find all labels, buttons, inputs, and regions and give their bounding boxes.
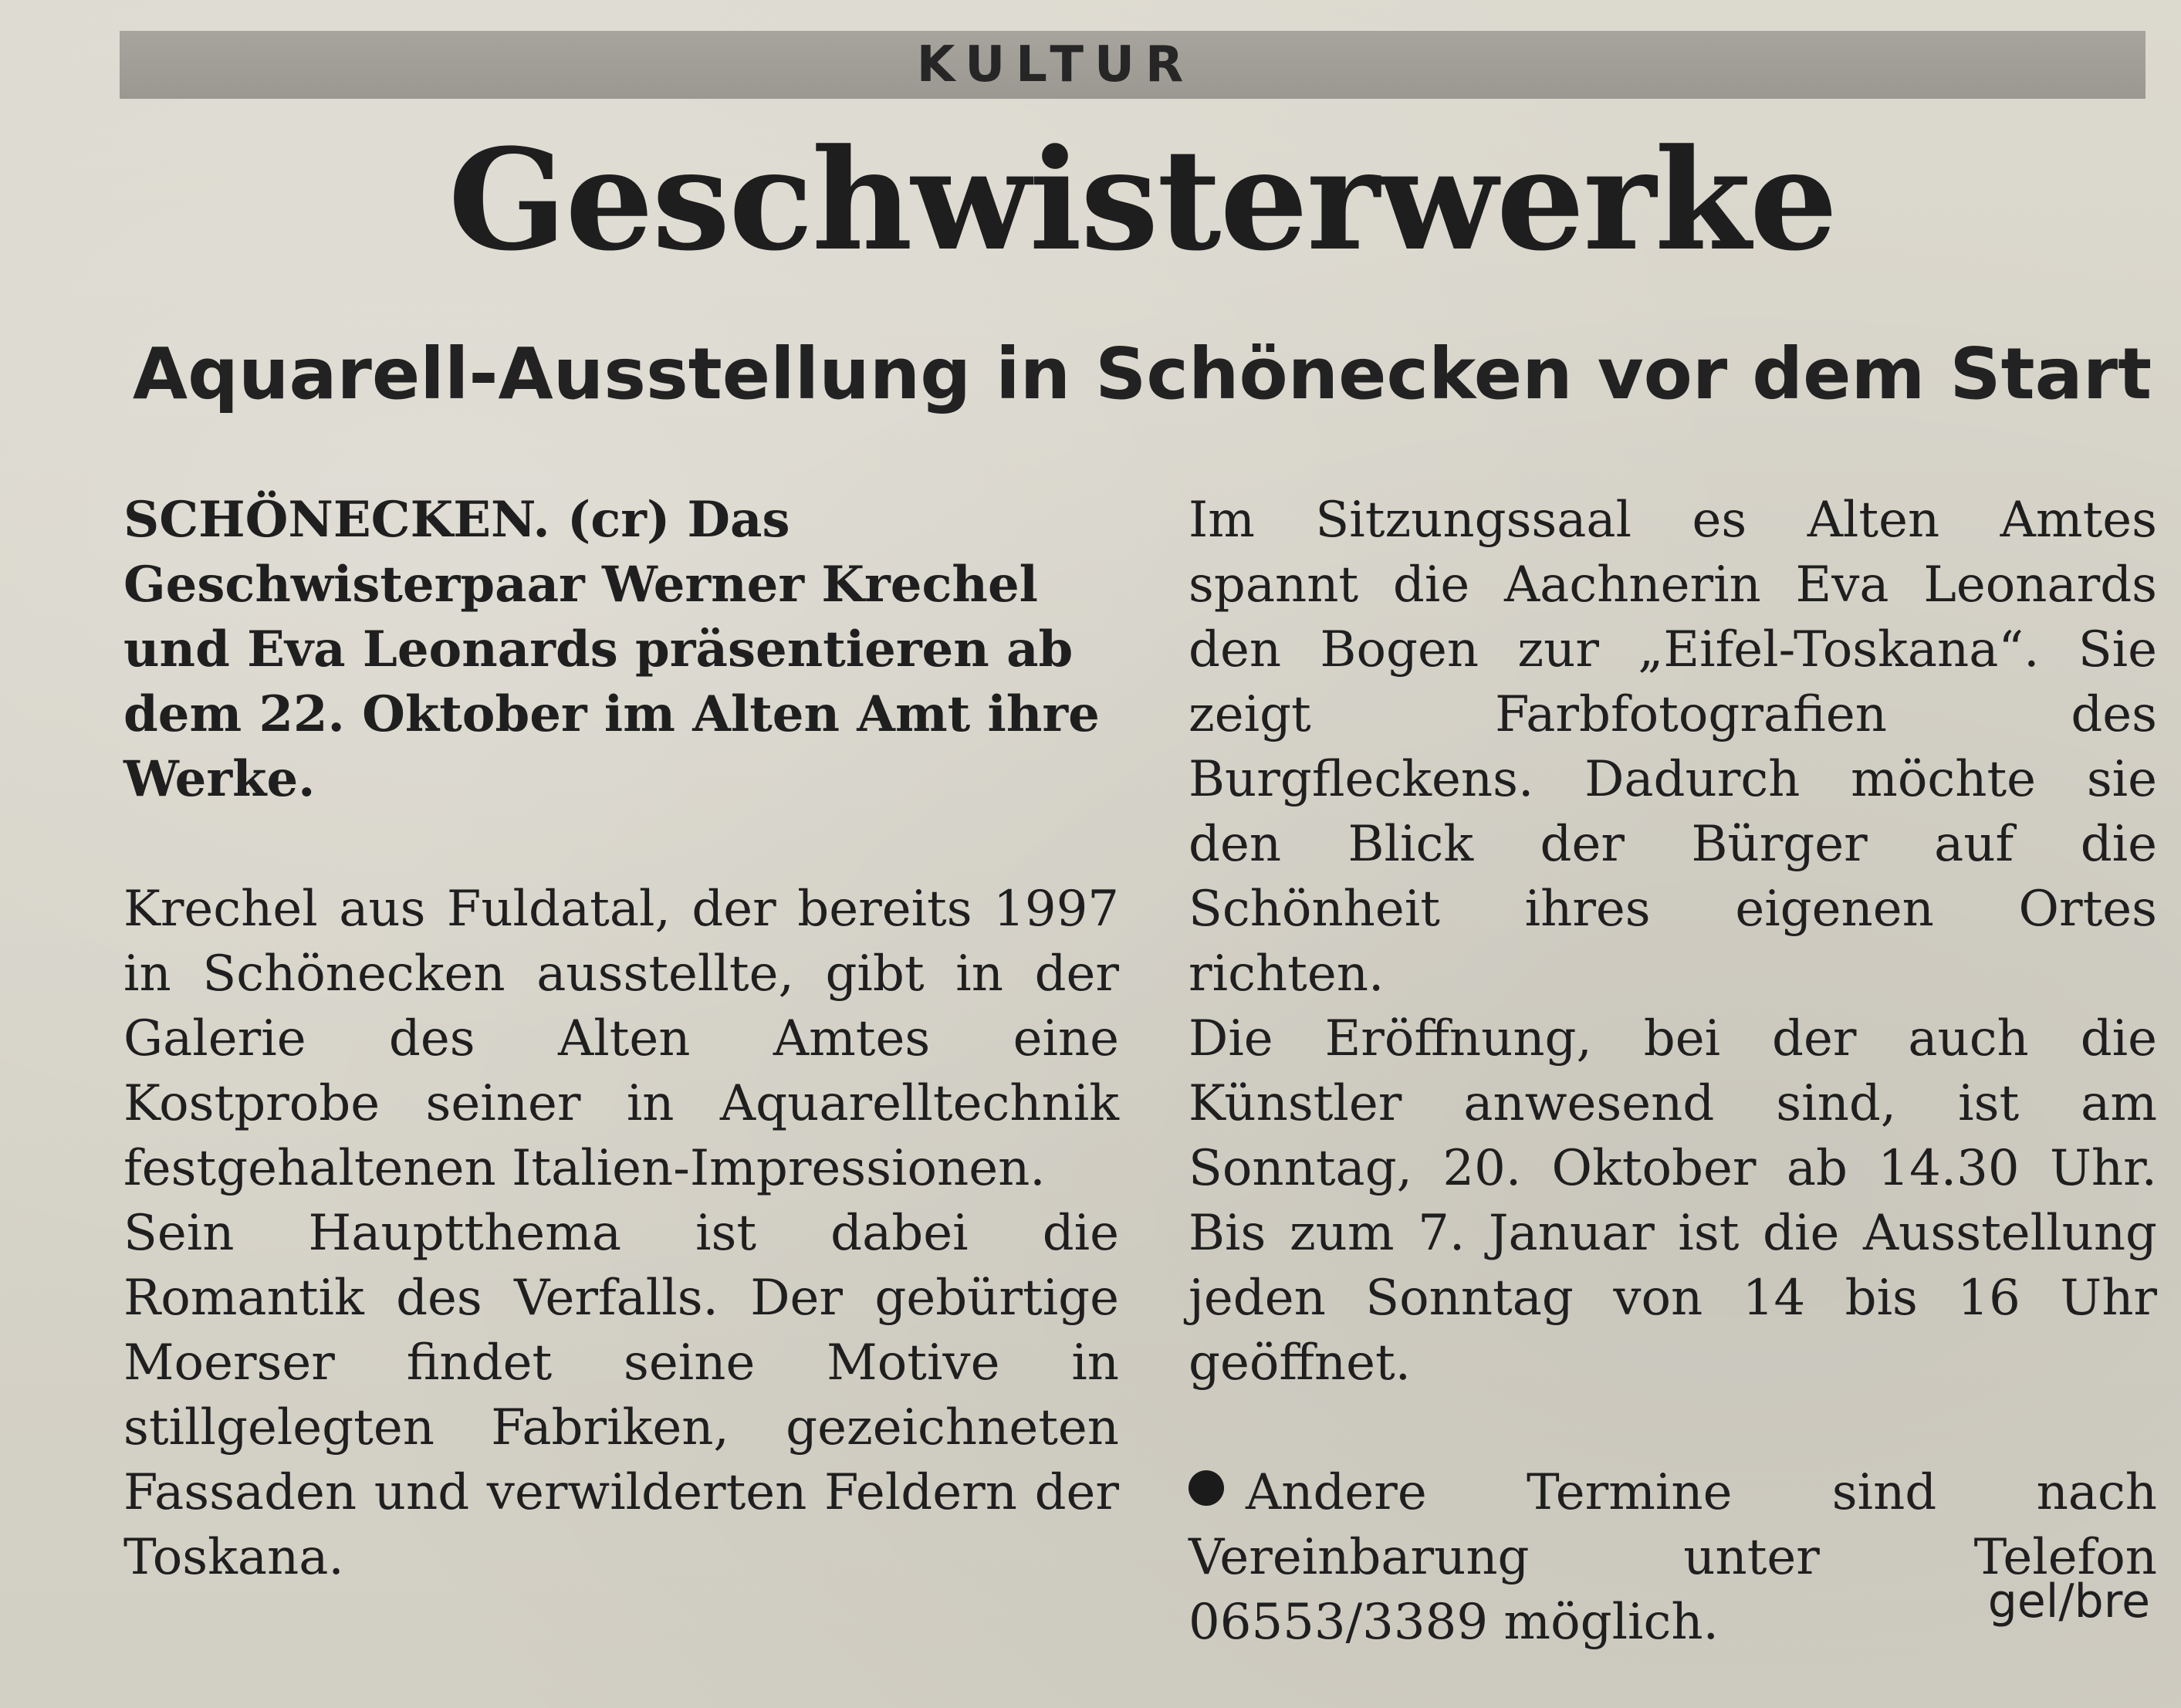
author-credit: gel/bre: [1987, 1574, 2150, 1629]
article-subheadline: Aquarell-Ausstellung in Schönecken vor dem Start: [132, 333, 2152, 415]
article-headline: Geschwisterwerke: [448, 119, 1837, 282]
section-header-bar: [120, 31, 2145, 99]
left-paragraph-1: Krechel aus Fuldatal, der bereits 1997 in Schönecken ausstellte, gibt in der Galerie des Alten Amtes eine Kostprobe seiner in Aquarelltechnik festgehaltenen Italien-Impressionen.: [123, 881, 1119, 1197]
article-lead: SCHÖNECKEN. (cr) Das Geschwisterpaar Werner Krechel und Eva Leonards präsentieren ab dem 22. Oktober im Alten Amt ihre Werke.: [123, 491, 1100, 808]
left-column: [123, 488, 1119, 1590]
contact-note-text: Andere Termine sind nach Vereinbarung unter Telefon 06553/3389 möglich.: [1189, 1464, 2157, 1651]
right-paragraph-2: Die Eröffnung, bei der auch die Künstler anwesend sind, ist am Sonntag, 20. Oktober ab 14.30 Uhr. Bis zum 7. Januar ist die Ausstellung jeden Sonntag von 14 bis 16 Uhr geöffnet.: [1189, 1010, 2157, 1392]
right-paragraph-1: Im Sitzungssaal es Alten Amtes spannt die Aachnerin Eva Leonards den Bogen zur „Eifel-Toskana“. Sie zeigt Farbfotografien des Burgfleckens. Dadurch möchte sie den Blick der Bürger auf die Schönheit ihres eigenen Ortes richten.: [1189, 492, 2157, 1003]
left-paragraph-2: Sein Hauptthema ist dabei die Romantik des Verfalls. Der gebürtige Moerser findet seine Motive in stillgelegten Fabriken, gezeichneten Fassaden und verwilderten Feldern der Toskana.: [123, 1205, 1119, 1586]
bullet-icon: [1189, 1470, 1224, 1506]
right-column: [1189, 488, 2157, 1655]
section-label: KULTUR: [916, 36, 1195, 93]
